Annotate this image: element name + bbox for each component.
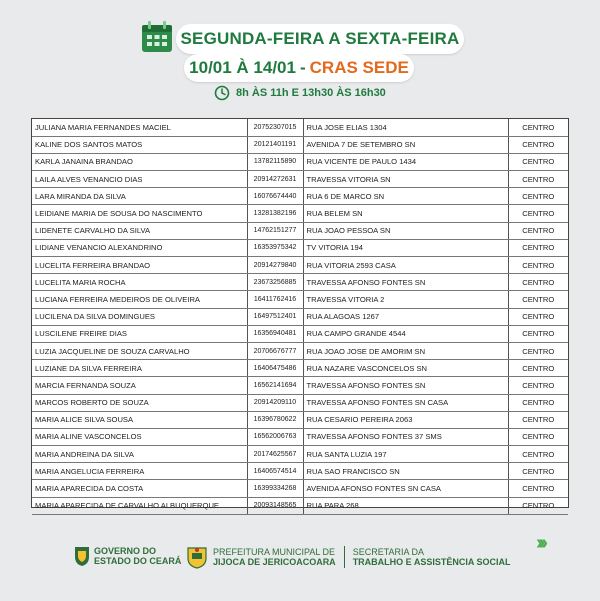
cell-phone: 20093148565 [247,497,303,514]
cell-district: CENTRO [508,171,568,188]
sec-line2: TRABALHO E ASSISTÊNCIA SOCIAL [352,557,511,567]
cell-phone: 20121401191 [247,136,303,153]
cell-district: CENTRO [508,360,568,377]
hours-text: 8h ÀS 11h E 13h30 ÀS 16h30 [236,87,386,99]
days-title: SEGUNDA-FEIRA A SEXTA-FEIRA [176,24,464,54]
table-row [32,428,568,445]
cell-address: RUA VITORIA 2593 CASA [303,257,508,274]
dates-banner [184,54,414,82]
cell-phone: 13782115890 [247,153,303,170]
cell-district: CENTRO [508,446,568,463]
cell-phone: 20914279840 [247,257,303,274]
cell-address: RUA SANTA LUZIA 197 [303,446,508,463]
cell-name: LEIDIANE MARIA DE SOUSA DO NASCIMENTO [32,205,247,222]
cell-district: CENTRO [508,325,568,342]
cell-district: CENTRO [508,497,568,514]
cell-address: TRAVESSA AFONSO FONTES SN [303,274,508,291]
cell-district: CENTRO [508,480,568,497]
cell-district: CENTRO [508,308,568,325]
cell-address: RUA CAMPO GRANDE 4544 [303,325,508,342]
cell-address: TV VITORIA 194 [303,239,508,256]
table-row [32,377,568,394]
cell-district: CENTRO [508,291,568,308]
cell-name: LUZIANE DA SILVA FERREIRA [32,360,247,377]
cell-phone: 20752307015 [247,119,303,136]
table-row [32,325,568,342]
cell-district: CENTRO [508,428,568,445]
cell-address: RUA JOAO PESSOA SN [303,222,508,239]
cell-phone: 16356940481 [247,325,303,342]
cell-name: MARIA ALINE VASCONCELOS [32,428,247,445]
cell-address: RUA VICENTE DE PAULO 1434 [303,153,508,170]
sec-text [353,547,511,567]
cell-address: RUA BELEM SN [303,205,508,222]
pref-line2: JIJOCA DE JERICOACOARA [213,557,336,567]
cell-name: MARCOS ROBERTO DE SOUZA [32,394,247,411]
cell-phone: 16399334268 [247,480,303,497]
cell-address: RUA NAZARE VASCONCELOS SN [303,360,508,377]
cell-address: RUA ALAGOAS 1267 [303,308,508,325]
state-emblem-icon [74,545,90,567]
table-row [32,171,568,188]
cell-name: MARIA ALICE SILVA SOUSA [32,411,247,428]
cell-name: LUCILENA DA SILVA DOMINGUES [32,308,247,325]
cell-phone: 16353975342 [247,239,303,256]
cell-phone: 14762151277 [247,222,303,239]
table-row [32,308,568,325]
cell-address: TRAVESSA AFONSO FONTES 37 SMS [303,428,508,445]
table-row [32,497,568,514]
cell-phone: 16497512401 [247,308,303,325]
cell-phone: 16562141694 [247,377,303,394]
cell-district: CENTRO [508,119,568,136]
dates-range: 10/01 À 14/01 [189,58,296,77]
cell-district: CENTRO [508,342,568,359]
cell-district: CENTRO [508,257,568,274]
cell-name: LUZIA JACQUELINE DE SOUZA CARVALHO [32,342,247,359]
place-label: CRAS SEDE [309,58,409,77]
cell-name: MARIA APARECIDA DA COSTA [32,480,247,497]
cell-name: KALINE DOS SANTOS MATOS [32,136,247,153]
clock-icon [214,85,230,101]
table-row [32,119,568,136]
table-row [32,257,568,274]
sec-line1: SECRETARIA DA [352,547,425,557]
cell-phone: 16406475486 [247,360,303,377]
pref-text [213,547,336,567]
cell-address: RUA CESARIO PEREIRA 2063 [303,411,508,428]
cell-district: CENTRO [508,188,568,205]
gov-line1: GOVERNO DO [94,546,157,556]
calendar-icon [140,20,174,54]
cell-name: MARIA ANDREINA DA SILVA [32,446,247,463]
cell-name: LUCIANA FERREIRA MEDEIROS DE OLIVEIRA [32,291,247,308]
cell-phone: 16406574514 [247,463,303,480]
cell-district: CENTRO [508,222,568,239]
cell-address: TRAVESSA AFONSO FONTES SN CASA [303,394,508,411]
cell-address: RUA JOAO JOSE DE AMORIM SN [303,342,508,359]
table-row [32,480,568,497]
cell-address: RUA JOSE ELIAS 1304 [303,119,508,136]
cell-name: MARCIA FERNANDA SOUZA [32,377,247,394]
cell-phone: 20914209110 [247,394,303,411]
cell-name: LARA MIRANDA DA SILVA [32,188,247,205]
cell-phone: 20706676777 [247,342,303,359]
hours-row [214,84,386,102]
table-row [32,188,568,205]
table-row [32,205,568,222]
beneficiary-table [31,118,569,511]
cell-name: JULIANA MARIA FERNANDES MACIEL [32,119,247,136]
table-row [32,411,568,428]
cell-address: RUA SAO FRANCISCO SN [303,463,508,480]
cell-address: AVENIDA AFONSO FONTES SN CASA [303,480,508,497]
cell-name: LAILA ALVES VENANCIO DIAS [32,171,247,188]
cell-name: LUCELITA FERREIRA BRANDAO [32,257,247,274]
table-row [32,274,568,291]
gov-line2: ESTADO DO CEARÁ [94,556,182,566]
gov-text [94,546,181,566]
chevrons-right-icon: ››› [536,532,544,554]
cell-name: LUCELITA MARIA ROCHA [32,274,247,291]
cell-phone: 16562006763 [247,428,303,445]
footer-divider [344,546,345,568]
cell-name: KARLA JANAINA BRANDAO [32,153,247,170]
cell-district: CENTRO [508,411,568,428]
cell-name: MARIA ANGELUCIA FERREIRA [32,463,247,480]
table-row [32,239,568,256]
table-row [32,342,568,359]
government-logo [74,545,181,567]
cell-address: RUA 6 DE MARCO SN [303,188,508,205]
pref-line1: PREFEITURA MUNICIPAL DE [213,547,336,557]
table-row [32,222,568,239]
cell-name: LIDIANE VENANCIO ALEXANDRINO [32,239,247,256]
table-row [32,360,568,377]
cell-phone: 16396780622 [247,411,303,428]
cell-phone: 23673256885 [247,274,303,291]
dates-separator: - [299,58,306,77]
cell-phone: 20174625567 [247,446,303,463]
cell-district: CENTRO [508,205,568,222]
cell-address: TRAVESSA VITORIA SN [303,171,508,188]
cell-district: CENTRO [508,463,568,480]
cell-phone: 13281382196 [247,205,303,222]
beneficiary-table-grid [32,119,568,515]
table-row [32,394,568,411]
cell-district: CENTRO [508,394,568,411]
cell-district: CENTRO [508,274,568,291]
table-body [32,119,568,514]
table-row [32,136,568,153]
header [0,0,600,112]
city-emblem-icon [186,545,208,569]
table-row [32,153,568,170]
cell-address: AVENIDA 7 DE SETEMBRO SN [303,136,508,153]
table-row [32,463,568,480]
cell-phone: 20914272631 [247,171,303,188]
cell-phone: 16076674440 [247,188,303,205]
cell-district: CENTRO [508,377,568,394]
cell-address: TRAVESSA AFONSO FONTES SN [303,377,508,394]
cell-name: LUSCILENE FREIRE DIAS [32,325,247,342]
cell-district: CENTRO [508,136,568,153]
cell-address: TRAVESSA VITORIA 2 [303,291,508,308]
prefecture-logo [186,545,511,569]
cell-district: CENTRO [508,153,568,170]
cell-name: MARIA APARECIDA DE CARVALHO ALBUQUERQUE [32,497,247,514]
table-row [32,446,568,463]
table-row [32,291,568,308]
cell-name: LIDENETE CARVALHO DA SILVA [32,222,247,239]
cell-address: RUA PARA 268 [303,497,508,514]
cell-phone: 16411762416 [247,291,303,308]
cell-district: CENTRO [508,239,568,256]
